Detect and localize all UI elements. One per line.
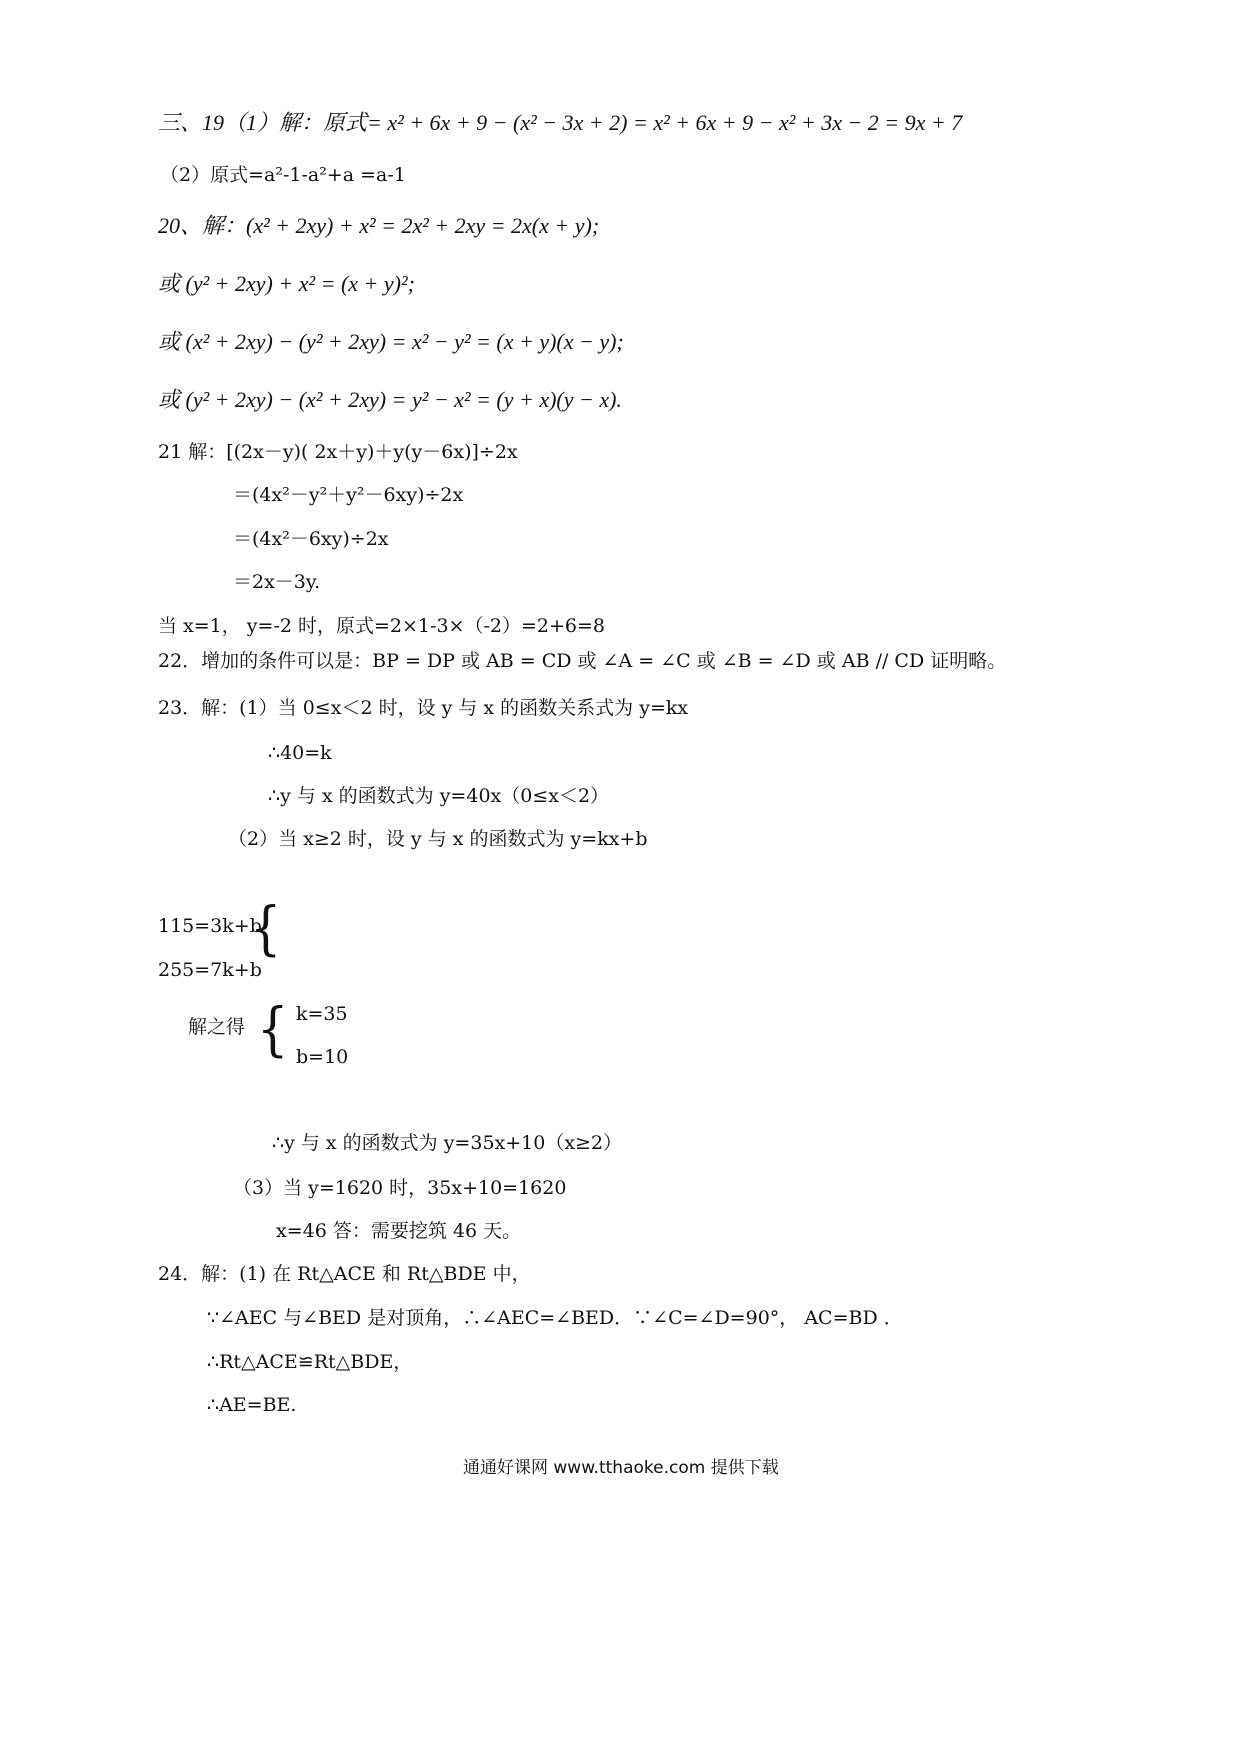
solution-label: 解之得: [188, 1016, 246, 1038]
solution-19-2: （2）原式=a²-1-a²+a =a-1: [160, 164, 406, 186]
solution-20-line-3: 或 (x² + 2xy) − (y² + 2xy) = x² − y² = (x + y)(x − y);: [158, 329, 624, 354]
solution-23-function-2: ∴y 与 x 的函数式为 y=35x+10（x≥2）: [272, 1132, 623, 1154]
solution-19-1: 三、19（1）解：原式= x² + 6x + 9 − (x² − 3x + 2) = x² + 6x + 9 − x² + 3x − 2 = 9x + 7: [158, 110, 963, 135]
solution-20-line-2: 或 (y² + 2xy) + x² = (x + y)²;: [158, 271, 415, 296]
solution-23-part-1: 23．解：(1）当 0≤x＜2 时，设 y 与 x 的函数关系式为 y=kx: [158, 697, 689, 719]
solution-23-answer: x=46 答：需要挖筑 46 天。: [276, 1220, 522, 1242]
solution-20-line-4: 或 (y² + 2xy) − (x² + 2xy) = y² − x² = (y + x)(y − x).: [158, 387, 622, 412]
equation-system-line-2: 255=7k+b: [158, 959, 262, 981]
result-b: b=10: [296, 1046, 349, 1068]
solution-21-line-2: ＝(4x²－y²＋y²－6xy)÷2x: [233, 484, 464, 506]
solution-20-line-1: 20、解：(x² + 2xy) + x² = 2x² + 2xy = 2x(x + y);: [158, 213, 600, 238]
solution-21-line-1: 21 解：[(2x－y)( 2x＋y)＋y(y－6x)]÷2x: [158, 441, 518, 463]
system-brace-icon: {: [250, 894, 282, 962]
solution-21-line-4: ＝2x－3y.: [233, 571, 321, 593]
solution-23-function-1: ∴y 与 x 的函数式为 y=40x（0≤x＜2）: [268, 785, 610, 807]
equation-system-line-1: 115=3k+b: [158, 915, 262, 937]
solution-21-evaluation: 当 x=1， y=-2 时，原式=2×1-3×（-2）=2+6=8: [158, 615, 605, 637]
solution-23-part-2: （2）当 x≥2 时，设 y 与 x 的函数式为 y=kx+b: [228, 828, 648, 850]
solution-23-k-value: ∴40=k: [268, 742, 332, 764]
solution-24-congruence: ∴Rt△ACE≌Rt△BDE，: [207, 1351, 413, 1373]
solution-21-line-3: ＝(4x²－6xy)÷2x: [233, 528, 389, 550]
solution-23-part-3: （3）当 y=1620 时，35x+10=1620: [233, 1177, 567, 1199]
solution-22: 22．增加的条件可以是：BP = DP 或 AB = CD 或 ∠A = ∠C 或 ∠B = ∠D 或 AB // CD 证明略。: [158, 650, 1007, 672]
result-brace-icon: {: [257, 995, 289, 1063]
result-k: k=35: [296, 1003, 348, 1025]
solution-24-conclusion: ∴AE=BE.: [207, 1394, 297, 1416]
solution-24-intro: 24．解：(1) 在 Rt△ACE 和 Rt△BDE 中，: [158, 1263, 531, 1285]
page-footer: 通通好课网 www.tthaoke.com 提供下载: [463, 1458, 779, 1478]
solution-24-reason: ∵∠AEC 与∠BED 是对顶角，∴∠AEC=∠BED．∵∠C=∠D=90°， AC=BD ．: [207, 1307, 903, 1329]
